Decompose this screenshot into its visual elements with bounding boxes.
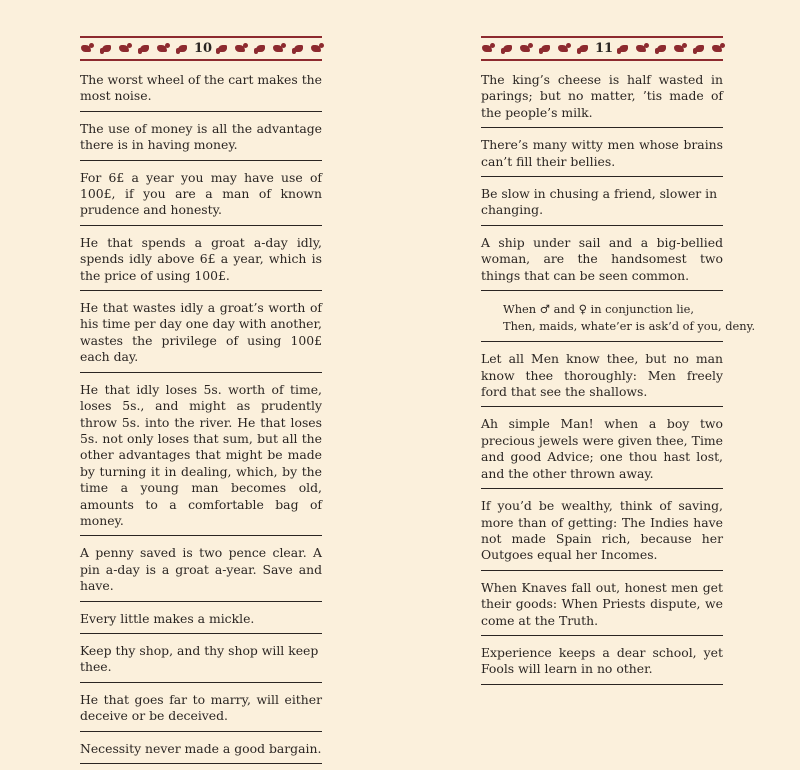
proverb-entry: Ah simple Man! when a boy two precious jewels were given thee, Time and good Advice; one thou hast lost, and the other thrown away. bbox=[481, 413, 723, 489]
proverb-entry: When Knaves fall out, honest men get their goods: When Priests dispute, we come at the Truth. bbox=[481, 577, 723, 636]
hieroglyph-frieze-icon bbox=[80, 43, 191, 54]
left-page bbox=[80, 36, 322, 770]
page-header bbox=[481, 36, 723, 62]
proverb-entry: Experience keeps a dear school, yet Fools will learn in no other. bbox=[481, 642, 723, 685]
page-header bbox=[80, 36, 322, 62]
right-page bbox=[481, 36, 756, 691]
proverb-entry: The king’s cheese is half wasted in parings; but no matter, ’tis made of the people’s milk. bbox=[481, 69, 723, 128]
header-rule bbox=[80, 36, 322, 38]
proverb-entry: The use of money is all the advantage there is in having money. bbox=[80, 118, 322, 161]
proverb-entry: He that spends a groat a-day idly, spends idly above 6£ a year, which is the price of using 100£. bbox=[80, 232, 322, 291]
header-band bbox=[80, 41, 322, 56]
verse-block bbox=[481, 297, 756, 342]
header-band bbox=[481, 41, 723, 56]
proverb-entry: He that goes far to marry, will either deceive or be deceived. bbox=[80, 689, 322, 732]
proverb-entry: The worst wheel of the cart makes the most noise. bbox=[80, 69, 322, 112]
proverb-entry: Keep thy shop, and thy shop will keep thee. bbox=[80, 640, 322, 683]
proverb-list bbox=[481, 69, 756, 685]
hieroglyph-frieze-icon bbox=[616, 43, 727, 54]
header-rule bbox=[481, 36, 723, 38]
proverb-entry: There’s many witty men whose brains can’t fill their bellies. bbox=[481, 134, 723, 177]
proverb-entry: A ship under sail and a big-bellied woman, are the handsomest two things that can be seen common. bbox=[481, 232, 723, 291]
hieroglyph-frieze-icon bbox=[215, 43, 326, 54]
proverb-entry: For 6£ a year you may have use of 100£, if you are a man of known prudence and honesty. bbox=[80, 167, 322, 226]
header-rule bbox=[481, 59, 723, 61]
proverb-entry: He that idly loses 5s. worth of time, loses 5s., and might as prudently throw 5s. into the river. He that loses 5s. not only loses that sum, but all the other advantages that might be made by turning it in dealing, which, by the time a young man becomes old, amounts to a comfortable bag of money. bbox=[80, 379, 322, 537]
page-number: 10 bbox=[194, 41, 213, 56]
proverb-entry: Be slow in chusing a friend, slower in changing. bbox=[481, 183, 723, 226]
proverb-entry: Every little makes a mickle. bbox=[80, 608, 322, 634]
proverb-entry: He that wastes idly a groat’s worth of his time per day one day with another, wastes the privilege of using 100£ each day. bbox=[80, 297, 322, 373]
verse-line: When ♂ and ♀ in conjunction lie, bbox=[503, 302, 694, 317]
page-number: 11 bbox=[595, 41, 614, 56]
proverb-list bbox=[80, 69, 322, 764]
proverb-entry: If you’d be wealthy, think of saving, more than of getting: The Indies have not made Spain rich, because her Outgoes equal her Incomes. bbox=[481, 495, 723, 571]
verse-line: Then, maids, whate’er is ask’d of you, deny. bbox=[503, 318, 756, 333]
proverb-entry: A penny saved is two pence clear. A pin a-day is a groat a-year. Save and have. bbox=[80, 542, 322, 601]
hieroglyph-frieze-icon bbox=[481, 43, 592, 54]
proverb-entry: Necessity never made a good bargain. bbox=[80, 738, 322, 764]
header-rule bbox=[80, 59, 322, 61]
proverb-entry: Let all Men know thee, but no man know thee thoroughly: Men freely ford that see the shallows. bbox=[481, 348, 723, 407]
